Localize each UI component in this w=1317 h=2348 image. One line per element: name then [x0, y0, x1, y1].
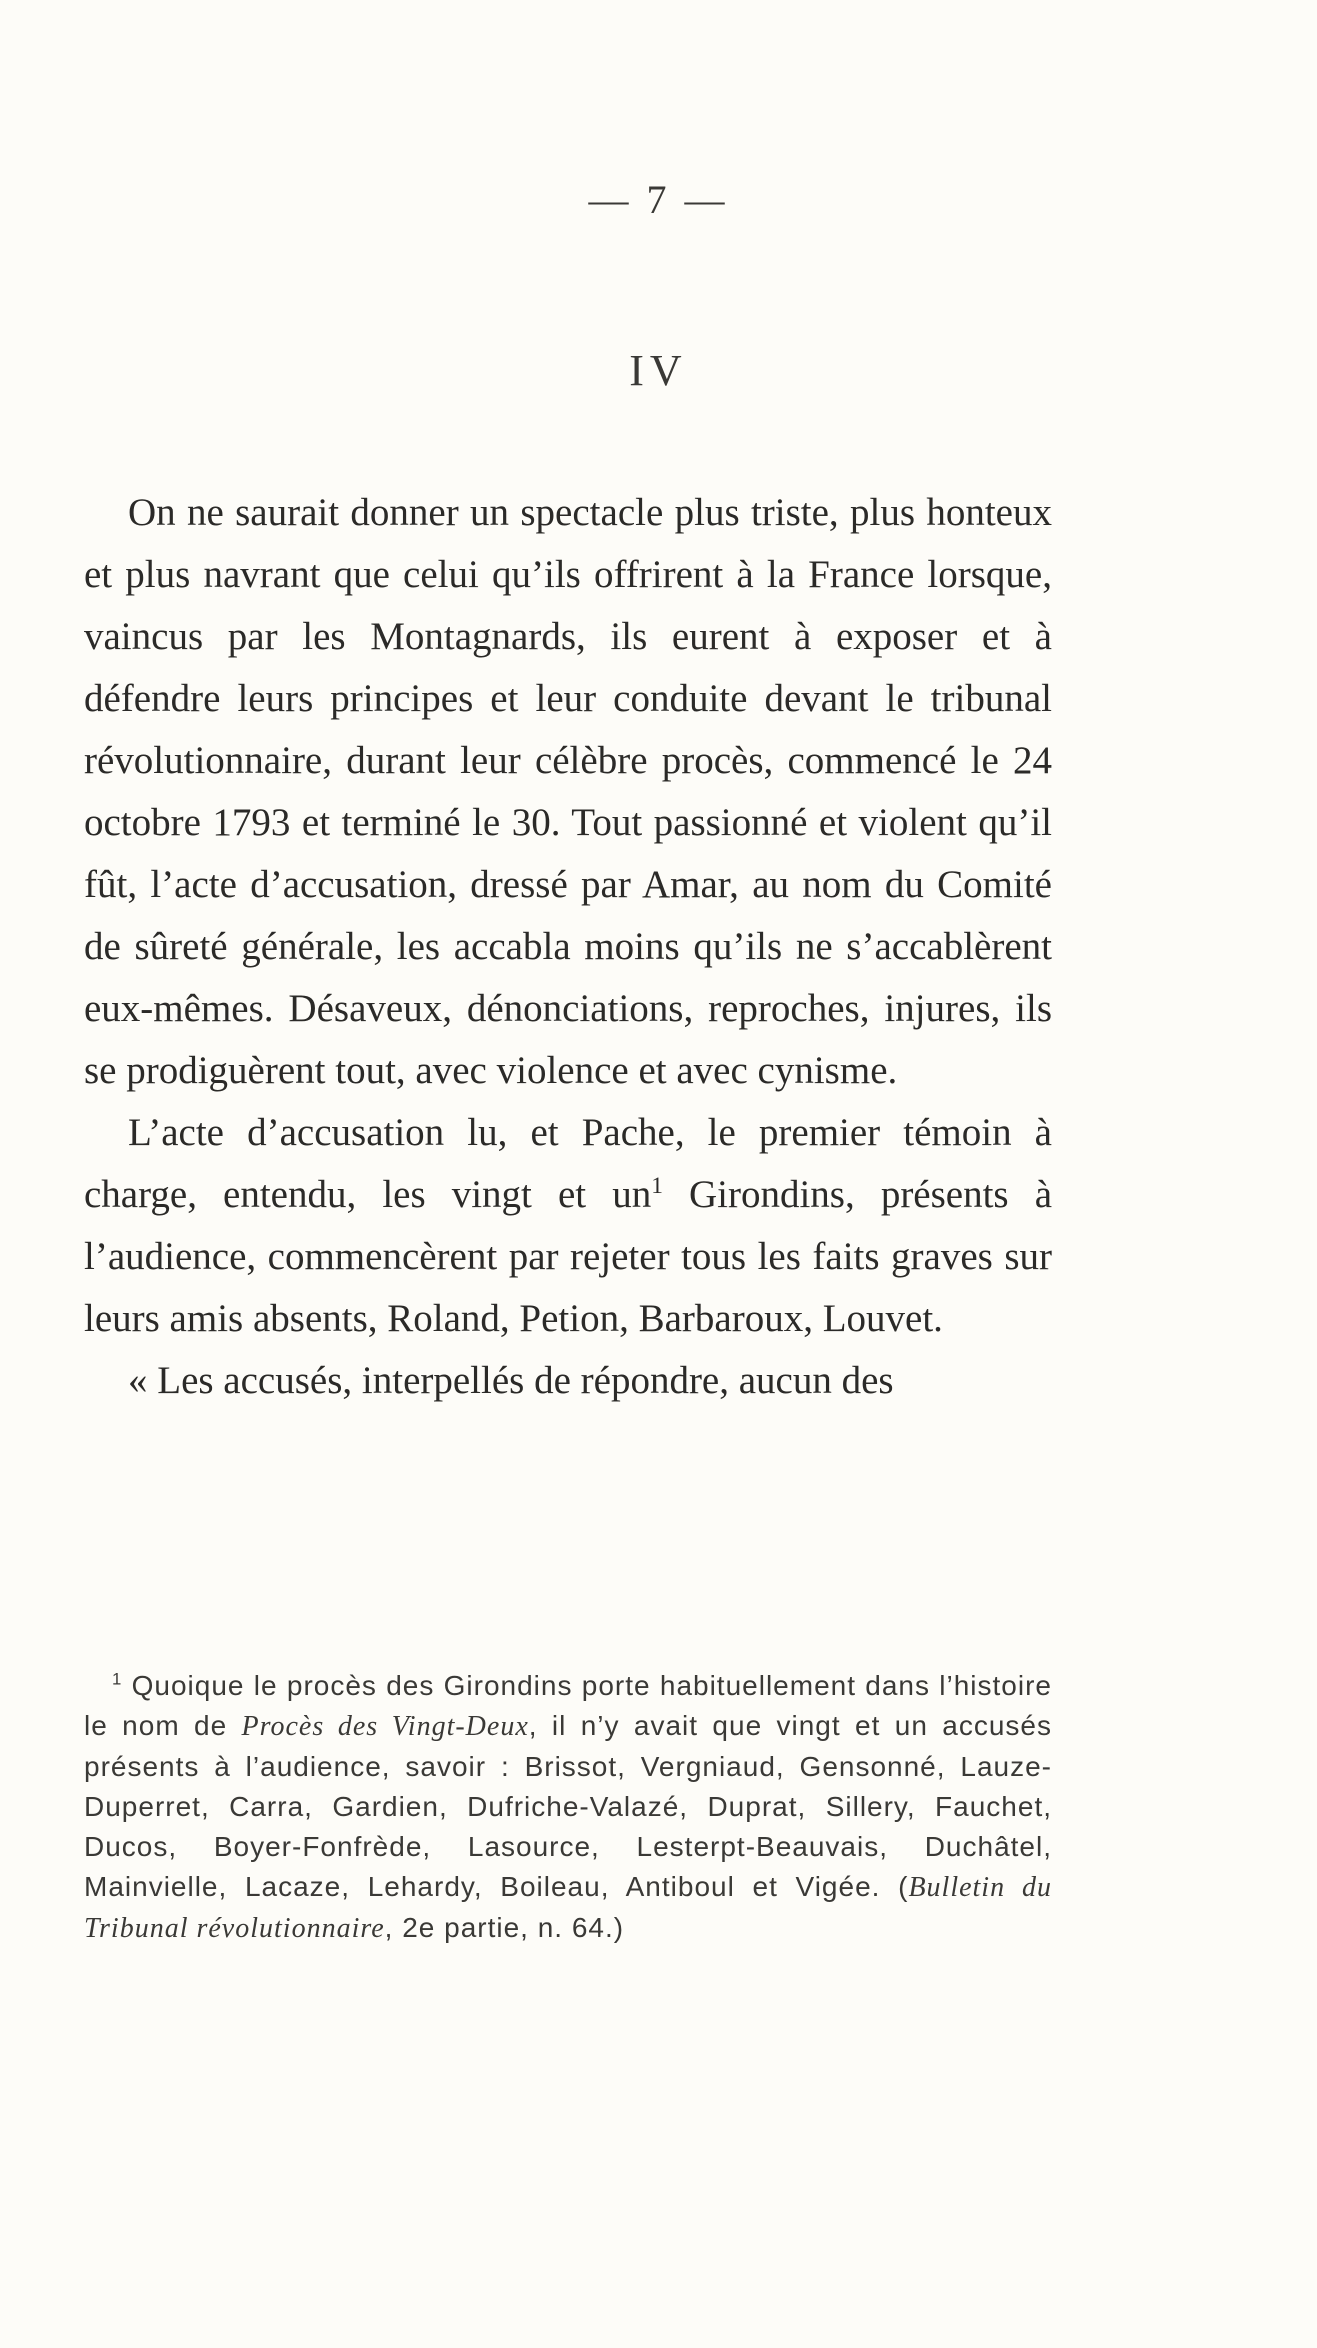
footnote-source: Bulletin du Tribunal révolutionnaire [84, 1872, 1052, 1944]
footnote-reference: 1 [651, 1173, 663, 1199]
paragraph-2 [84, 1102, 1052, 1350]
footnote-text-middle: , il n’y avait que vingt et un accusés présents à l’audience, savoir : Brissot, Vergniaud, Gensonné, Lauze-Duperret, Carra, Gardien, Dufriche-Valazé, Duprat, Sillery, Fauchet, Ducos, Boyer-Fonfrède, Lasource, Lesterpt-Beauvais, Duchâtel, Mainvielle, Lacaze, Lehardy, Boileau, Antiboul et Vigée. ( [84, 1710, 1053, 1902]
paragraph-1: On ne saurait donner un spectacle plus triste, plus honteux et plus navrant que celui qu’ils offrirent à la France lorsque, vaincus par les Montagnards, ils eurent à exposer et à défendre leurs principes et leur conduite devant le tribunal révolutionnaire, durant leur célèbre procès, commencé le 24 octobre 1793 et terminé le 30. Tout passionné et violent qu’il fût, l’acte d’accusation, dressé par Amar, au nom du Comité de sûreté générale, les accabla moins qu’ils ne s’accablèrent eux-mêmes. Désaveux, dénonciations, reproches, injures, ils se prodiguèrent tout, avec violence et avec cynisme. [84, 491, 1052, 1092]
footnote-text-end: , 2e partie, n. 64.) [384, 1912, 625, 1943]
chapter-heading: IV [629, 346, 688, 395]
footnote-title: Procès des Vingt-Deux [241, 1711, 529, 1742]
paragraph-2-text-start: L’acte d’accusation lu, et Pache, le premier témoin à charge, entendu, les vingt et un [84, 1111, 1052, 1216]
page-number: — 7 — [588, 177, 729, 222]
footnote-marker: 1 [112, 1669, 123, 1689]
paragraph-3: « Les accusés, interpellés de répondre, aucun des [128, 1359, 894, 1402]
paragraph-2-text-end: Girondins, présents à l’audience, commencèrent par rejeter tous les faits graves sur leurs amis absents, Roland, Petion, Barbaroux, Louvet. [84, 1173, 1052, 1340]
footnote-block [84, 1666, 1052, 1949]
main-text [84, 482, 1052, 1412]
footnote-text-start: Quoique le procès des Girondins porte habituellement dans l’histoire le nom de [84, 1670, 1052, 1741]
footnote-1 [84, 1666, 1052, 1949]
